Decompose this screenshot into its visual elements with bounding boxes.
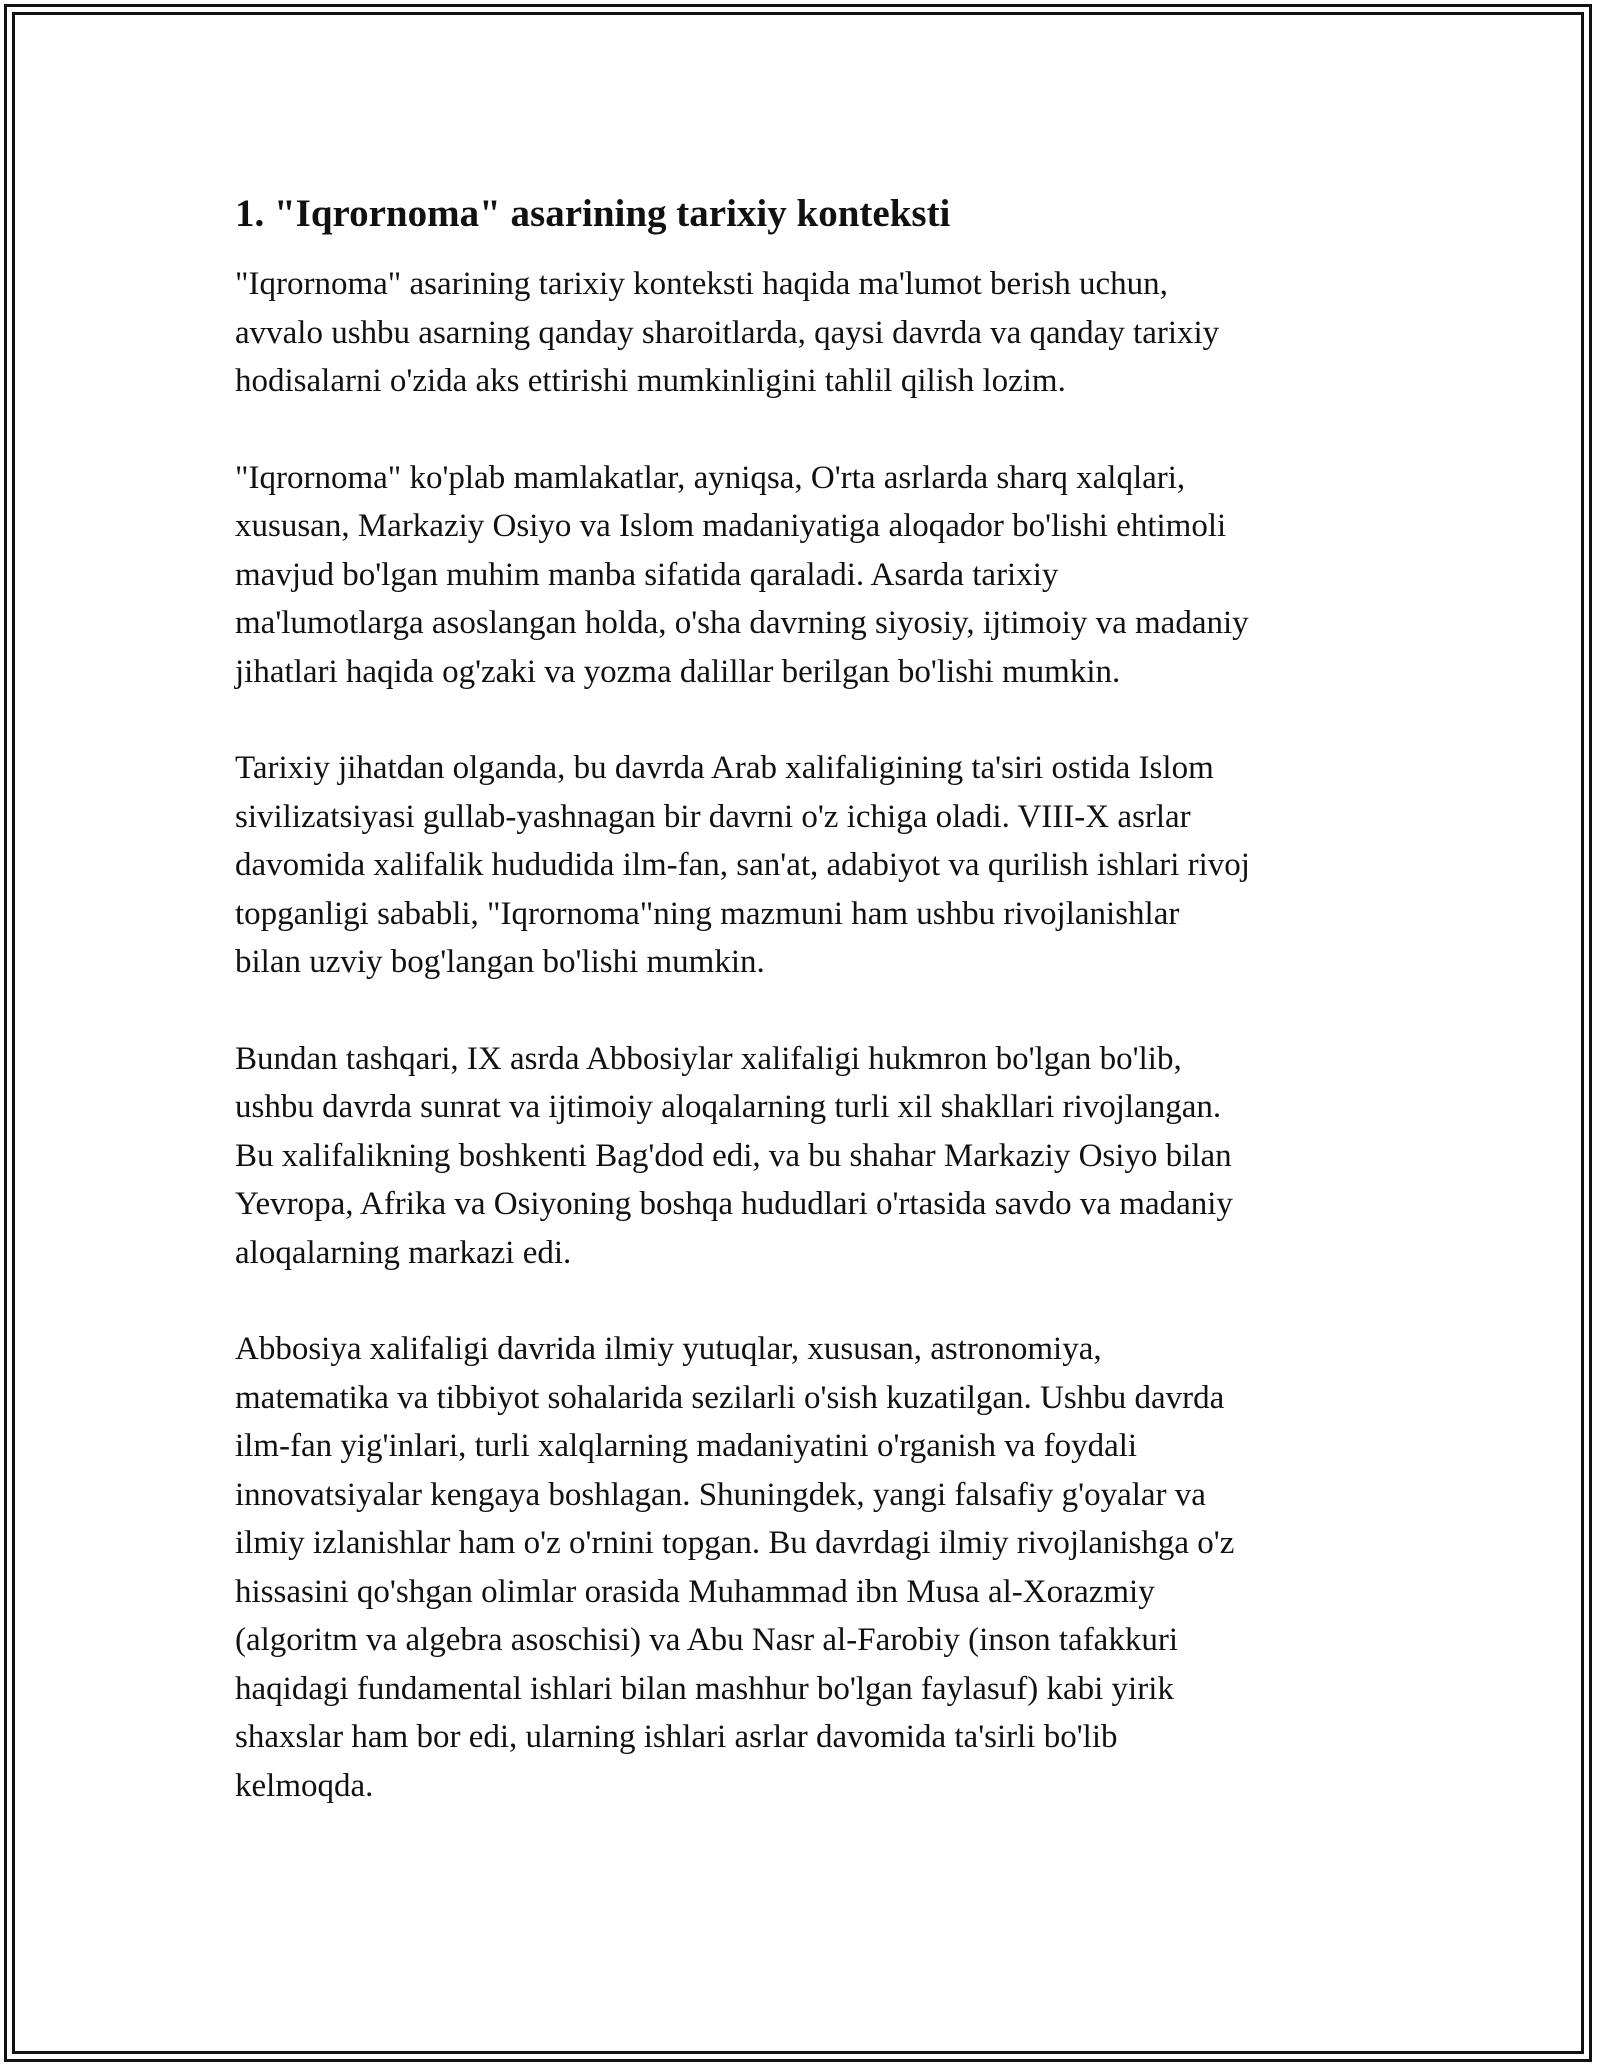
text-line: xususan, Markaziy Osiyo va Islom madaniyatiga aloqador bo'lishi ehtimoli bbox=[235, 508, 1227, 544]
paragraph-5 bbox=[235, 1325, 1375, 1810]
section-heading: 1. "Iqrornoma" asarining tarixiy konteksti bbox=[235, 192, 951, 235]
text-line: kelmoqda. bbox=[235, 1767, 374, 1804]
text-line: Bu xalifalikning boshkenti Bag'dod edi, va bu shahar Markaziy Osiyo bilan bbox=[235, 1137, 1232, 1174]
text-line: (algoritm va algebra asoschisi) va Abu Nasr al-Farobiy (inson tafakkuri bbox=[235, 1622, 1178, 1658]
text-line: "Iqrornoma" ko'plab mamlakatlar, ayniqsa, O'rta asrlarda sharq xalqlari, bbox=[235, 459, 1186, 496]
text-line: ilmiy izlanishlar ham o'z o'rnini topgan. Bu davrdagi ilmiy rivojlanishga o'z bbox=[235, 1525, 1235, 1561]
text-line: Abbosiya xalifaligi davrida ilmiy yutuqlar, xususan, astronomiya, bbox=[235, 1331, 1102, 1367]
text-line: ilm-fan yig'inlari, turli xalqlarning madaniyatini o'rganish va foydali bbox=[235, 1428, 1138, 1464]
text-line: "Iqrornoma" asarining tarixiy konteksti haqida ma'lumot berish uchun, bbox=[235, 266, 1168, 302]
text-line: hodisalarni o'zida aks ettirishi mumkinligini tahlil qilish lozim. bbox=[235, 363, 1066, 399]
text-line: haqidagi fundamental ishlari bilan mashhur bo'lgan faylasuf) kabi yirik bbox=[235, 1670, 1174, 1707]
text-line: mavjud bo'lgan muhim manba sifatida qaraladi. Asarda tarixiy bbox=[235, 556, 1059, 593]
text-line: innovatsiyalar kengaya boshlagan. Shuningdek, yangi falsafiy g'oyalar va bbox=[235, 1476, 1206, 1513]
text-line: matematika va tibbiyot sohalarida sezilarli o'sish kuzatilgan. Ushbu davrda bbox=[235, 1379, 1225, 1416]
text-line: avvalo ushbu asarning qanday sharoitlarda, qaysi davrda va qanday tarixiy bbox=[235, 314, 1220, 351]
text-line: aloqalarning markazi edi. bbox=[235, 1234, 572, 1271]
text-line: hissasini qo'shgan olimlar orasida Muhammad ibn Musa al-Xorazmiy bbox=[235, 1573, 1155, 1610]
text-line: jihatlari haqida og'zaki va yozma dalillar berilgan bo'lishi mumkin. bbox=[235, 653, 1121, 690]
text-line: Tarixiy jihatdan olganda, bu davrda Arab xalifaligining ta'siri ostida Islom bbox=[235, 750, 1214, 786]
text-line: ushbu davrda sunrat va ijtimoiy aloqalarning turli xil shakllari rivojlangan. bbox=[235, 1089, 1222, 1125]
paragraph-2 bbox=[235, 454, 1375, 697]
paragraph-1 bbox=[235, 260, 1375, 406]
paragraph-3 bbox=[235, 744, 1375, 987]
paragraph-4 bbox=[235, 1035, 1375, 1278]
text-line: topganligi sababli, "Iqrornoma"ning mazmuni ham ushbu rivojlanishlar bbox=[235, 895, 1180, 932]
text-line: bilan uzviy bog'langan bo'lishi mumkin. bbox=[235, 944, 765, 980]
text-line: ma'lumotlarga asoslangan holda, o'sha davrning siyosiy, ijtimoiy va madaniy bbox=[235, 605, 1249, 641]
text-line: sivilizatsiyasi gullab-yashnagan bir davrni o'z ichiga oladi. VIII-X asrlar bbox=[235, 798, 1191, 835]
text-line: davomida xalifalik hududida ilm-fan, san'at, adabiyot va qurilish ishlari rivoj bbox=[235, 847, 1250, 883]
document-body bbox=[235, 188, 1375, 1858]
text-line: Yevropa, Afrika va Osiyoning boshqa hududlari o'rtasida savdo va madaniy bbox=[235, 1186, 1233, 1222]
text-line: shaxslar ham bor edi, ularning ishlari asrlar davomida ta'sirli bo'lib bbox=[235, 1719, 1118, 1755]
text-line: Bundan tashqari, IX asrda Abbosiylar xalifaligi hukmron bo'lgan bo'lib, bbox=[235, 1040, 1182, 1077]
